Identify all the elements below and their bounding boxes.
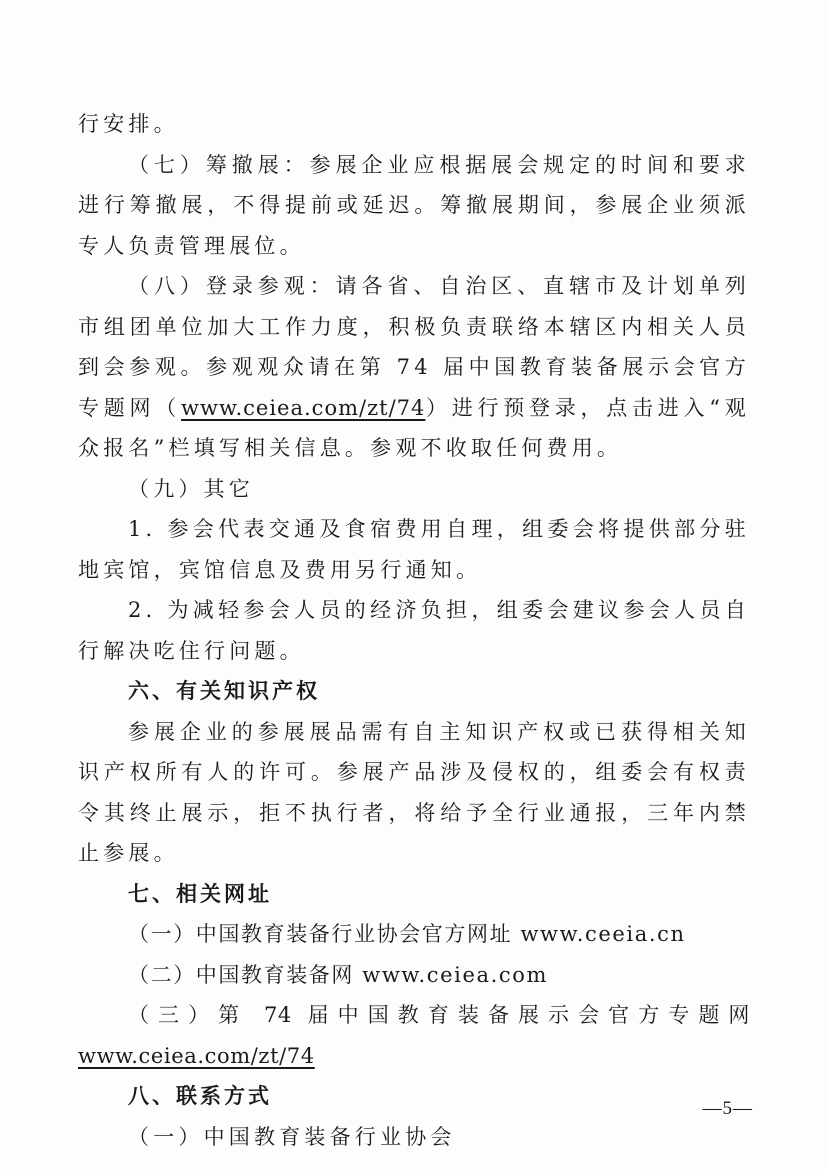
paragraph-others-title: （九）其它	[128, 476, 254, 501]
page-number: —5—	[702, 1098, 753, 1119]
website-item-3	[78, 995, 750, 1076]
registration-url-link[interactable]: www.ceiea.com/zt/74	[181, 395, 426, 420]
paragraph-setup-teardown: （七）筹撤展：参展企业应根据展会规定的时间和要求进行筹撤展，不得提前或延迟。筹撤展期间，参展企业须派专人负责管理展位。	[78, 152, 750, 258]
website-item-2: （二）中国教育装备网 www.ceiea.com	[128, 962, 549, 987]
registration-text-end: ）进行预登录，点击进入“观众报名”栏填写相关信息。参观不收取任何费用。	[78, 395, 750, 460]
paragraph-others-item-2: 2. 为减轻参会人员的经济负担，组委会建议参会人员自行解决吃住行问题。	[78, 598, 750, 663]
paragraph-others-item-1: 1. 参会代表交通及食宿费用自理，组委会将提供部分驻地宾馆，宾馆信息及费用另行通知。	[78, 517, 750, 582]
website-item-3-label: （三）第 74 届中国教育装备展示会官方专题网	[128, 1003, 750, 1027]
document-body	[78, 104, 750, 1157]
registration-text-start: （八）登录参观：请各省、自治区、直辖市及计划单列市组团单位加大工作力度，积极负责联络本辖区内相关人员到会参观。参观观众请在第 74 届中国教育装备展示会官方专题网（	[78, 274, 750, 420]
section-heading-websites: 七、相关网址	[128, 881, 272, 906]
website-item-1: （一）中国教育装备行业协会官方网址 www.ceeia.cn	[128, 922, 686, 946]
paragraph-ip: 参展企业的参展展品需有自主知识产权或已获得相关知识产权所有人的许可。参展产品涉及侵权的，组委会有权责令其终止展示，拒不执行者，将给予全行业通报，三年内禁止参展。	[78, 719, 750, 865]
paragraph-continuation: 行安排。	[78, 112, 179, 136]
contact-item-1: （一）中国教育装备行业协会	[128, 1124, 456, 1149]
section-heading-contact: 八、联系方式	[128, 1084, 272, 1108]
paragraph-visitor-registration	[78, 266, 750, 469]
website-item-3-link[interactable]: www.ceiea.com/zt/74	[78, 1043, 315, 1068]
section-heading-ip: 六、有关知识产权	[128, 679, 320, 703]
